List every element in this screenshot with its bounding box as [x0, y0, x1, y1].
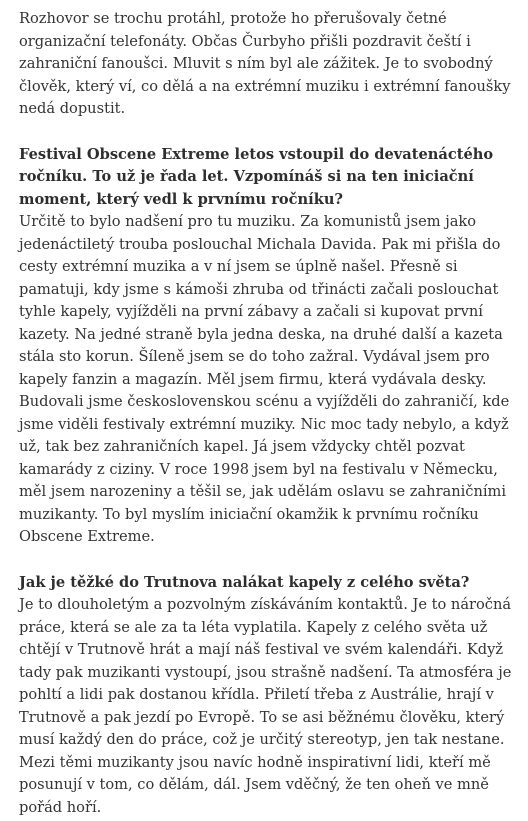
article-body: [19, 8, 515, 819]
answer-1: Určitě to bylo nadšení pro tu muziku. Za komunistů jsem jako jedenáctiletý trouba poslouchal Michala Davida. Pak mi přišla do cesty extrémní muzika a v ní jsem se úplně našel. Přesně si pamatuji, kdy jsme s kámoši zhruba od třinácti začali poslouchat tyhle kapely, vyjížděli na první zábavy a začali si kupovat první kazety. Na jedné straně byla jedna deska, na druhé další a kazeta stála sto korun. Šíleně jsem se do toho zažral. Vydával jsem pro kapely fanzin a magazín. Měl jsem firmu, která vydávala desky. Budovali jsme československou scénu a vyjížděli do zahraničí, kde jsme viděli festivaly extrémní muziky. Nic moc tady nebylo, a když už, tak bez zahraničních kapel. Já jsem vždycky chtěl pozvat kamarády z ciziny. V roce 1998 jsem byl na festivalu v Německu, měl jsem narozeniny a těšil se, jak udělám oslavu se zahraničními muzikanty. To byl myslím iniciační okamžik k prvnímu ročníku Obscene Extreme.: [19, 213, 510, 545]
paragraph-spacer: [19, 121, 515, 144]
question-1: Festival Obscene Extreme letos vstoupil do devatenáctého ročníku. To už je řada let. Vzpomínáš si na ten iniciační moment, který vedl k prvnímu ročníku?: [19, 145, 494, 208]
question-2: Jak je těžké do Trutnova nalákat kapely z celého světa?: [19, 573, 470, 591]
answer-2: Je to dlouholetým a pozvolným získáváním kontaktů. Je to náročná práce, která se ale za ta léta vyplatila. Kapely z celého světa už chtějí v Trutnově hrát a mají náš festival ve svém kalendáři. Když tady pak muzikanti vystoupí, jsou strašně nadšení. Ta atmosféra je pohltí a lidi pak dostanou křídla. Přiletí třeba z Austrálie, hrají v Trutnově a pak jezdí po Evropě. To se asi běžnému člověku, který musí každý den do práce, což je určitý stereotyp, jen tak nestane. Mezi těmi muzikanty jsou navíc hodně inspirativní lidi, kteří mě posunují v tom, co dělám, dál. Jsem vděčný, že ten oheň ve mně pořád hoří.: [19, 596, 512, 816]
intro-paragraph: Rozhovor se trochu protáhl, protože ho přerušovaly četné organizační telefonáty. Občas Čurbyho přišli pozdravit čeští i zahraniční fanoušci. Mluvit s ním byl ale zážitek. Je to svobodný člověk, který ví, co dělá a na extrémní muziku i extrémní fanoušky nedá dopustit.: [19, 10, 511, 117]
paragraph-spacer: [19, 549, 515, 572]
